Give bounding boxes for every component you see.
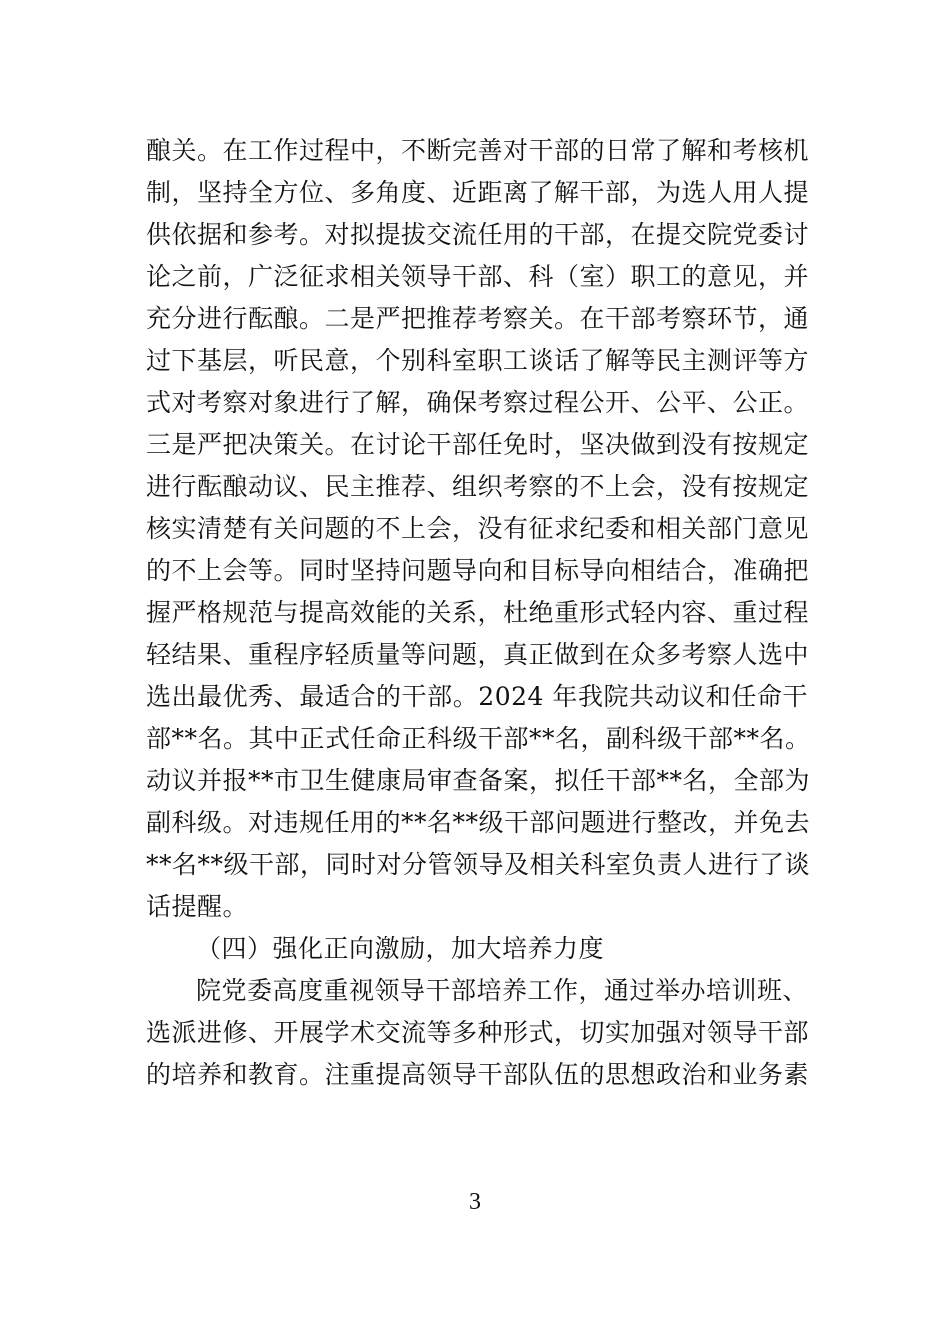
text-line: 院党委高度重视领导干部培养工作，通过举办培训班、	[196, 976, 809, 1005]
text-line: 三是严把决策关。在讨论干部任免时，坚决做到没有按规定	[146, 430, 810, 459]
text-line: 选出最优秀、最适合的干部。2024 年我院共动议和任命干	[146, 682, 808, 711]
text-line: 的不上会等。同时坚持问题导向和目标导向相结合，准确把	[146, 556, 810, 585]
text-line: 进行酝酿动议、民主推荐、组织考察的不上会，没有按规定	[146, 472, 810, 501]
text-line: 选派进修、开展学术交流等多种形式，切实加强对领导干部	[146, 1018, 810, 1047]
text-line: 动议并报**市卫生健康局审查备案，拟任干部**名，全部为	[146, 766, 811, 795]
text-line: 握严格规范与提高效能的关系，杜绝重形式轻内容、重过程	[146, 598, 810, 627]
text-line: 核实清楚有关问题的不上会，没有征求纪委和相关部门意见	[146, 514, 810, 543]
page-number: 3	[469, 1189, 481, 1215]
text-line: 论之前，广泛征求相关领导干部、科（室）职工的意见，并	[146, 262, 810, 291]
text-line: 供依据和参考。对拟提拔交流任用的干部，在提交院党委讨	[146, 220, 810, 249]
text-line: 制，坚持全方位、多角度、近距离了解干部，为选人用人提	[146, 178, 810, 207]
text-line: 酿关。在工作过程中，不断完善对干部的日常了解和考核机	[146, 136, 810, 165]
text-line: **名**级干部，同时对分管领导及相关科室负责人进行了谈	[146, 850, 811, 879]
section-heading: （四）强化正向激励，加大培养力度	[196, 934, 605, 963]
text-line: 话提醒。	[146, 892, 249, 921]
text-line: 充分进行酝酿。二是严把推荐考察关。在干部考察环节，通	[146, 304, 810, 333]
text-line: 副科级。对违规任用的**名**级干部问题进行整改，并免去	[146, 808, 811, 837]
text-line: 部**名。其中正式任命正科级干部**名，副科级干部**名。	[146, 724, 811, 753]
text-line: 轻结果、重程序轻质量等问题，真正做到在众多考察人选中	[146, 640, 810, 669]
text-line: 式对考察对象进行了解，确保考察过程公开、公平、公正。	[146, 388, 810, 417]
text-line: 的培养和教育。注重提高领导干部队伍的思想政治和业务素	[146, 1060, 810, 1089]
text-line: 过下基层，听民意，个别科室职工谈话了解等民主测评等方	[146, 346, 810, 375]
